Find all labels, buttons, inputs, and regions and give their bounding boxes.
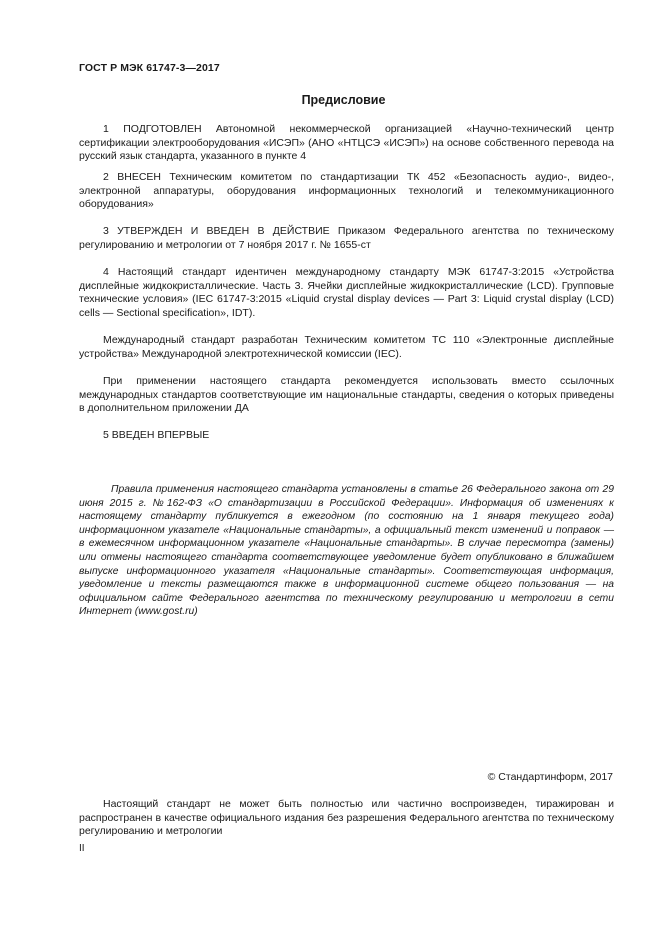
document-code: ГОСТ Р МЭК 61747-3—2017 — [79, 62, 220, 74]
paragraph-introduced-by: 2 ВНЕСЕН Техническим комитетом по стандартизации ТК 452 «Безопасность аудио-, видео-, электронной аппаратуры, оборудования информационных технологий и телекоммуникационного оборудования» — [79, 171, 614, 211]
paragraph-application: При применении настоящего стандарта рекомендуется использовать вместо ссылочных международных стандартов соответствующие им национальные стандарты, сведения о которых приведены в дополнительном приложении ДА — [79, 375, 614, 415]
paragraph-identical-standard: 4 Настоящий стандарт идентичен международному стандарту МЭК 61747-3:2015 «Устройства дисплейные жидкокристаллические. Часть 3. Ячейки дисплейные жидкокристаллические (LCD). Групповые технические условия» (IEC 61747-3:2015 «Liquid crystal display devices — Part 3: Liquid crystal display (LCD) cells — Sectional specification», IDT). — [79, 266, 614, 319]
page-number: II — [79, 843, 85, 854]
paragraph-developed-by: Международный стандарт разработан Техническим комитетом ТС 110 «Электронные дисплейные устройства» Международной электротехнической комиссии (IEC). — [79, 334, 614, 360]
copyright-notice: © Стандартинформ, 2017 — [487, 771, 613, 783]
rights-notice: Настоящий стандарт не может быть полностью или частично воспроизведен, тиражирован и распространен в качестве официального издания без разрешения Федерального агентства по техническому регулированию и метрологии — [79, 798, 614, 838]
paragraph-approved: 3 УТВЕРЖДЕН И ВВЕДЕН В ДЕЙСТВИЕ Приказом Федерального агентства по техническому регулированию и метрологии от 7 ноября 2017 г. № 1655-ст — [79, 225, 614, 251]
paragraph-prepared-by: 1 ПОДГОТОВЛЕН Автономной некоммерческой организацией «Научно-технический центр сертификации электрооборудования «ИСЭП» (АНО «НТЦСЭ «ИСЭП») на основе собственного перевода на русский язык стандарта, указанного в пункте 4 — [79, 123, 614, 163]
paragraph-introduced-first: 5 ВВЕДЕН ВПЕРВЫЕ — [103, 429, 210, 441]
application-rules-note: Правила применения настоящего стандарта установлены в статье 26 Федерального закона от 29 июня 2015 г. №162-ФЗ «О стандартизации в Российской Федерации». Информация об изменениях к настоящему стандарту публикуется в ежегодном (по состоянию на 1 января текущего года) информационном указателе «Национальные стандарты», а официальный текст изменений и поправок — в ежемесячном информационном указателе «Национальные стандарты». В случае пересмотра (замены) или отмены настоящего стандарта соответствующее уведомление будет опубликовано в ближайшем выпуске информационного указателя «Национальные стандарты». Соответствующая информация, уведомление и тексты размещаются также в информационной системе общего пользования — на официальном сайте Федерального агентства по техническому регулированию и метрологии в сети Интернет (www.gost.ru) — [79, 484, 614, 618]
page-title: Предисловие — [301, 93, 386, 107]
